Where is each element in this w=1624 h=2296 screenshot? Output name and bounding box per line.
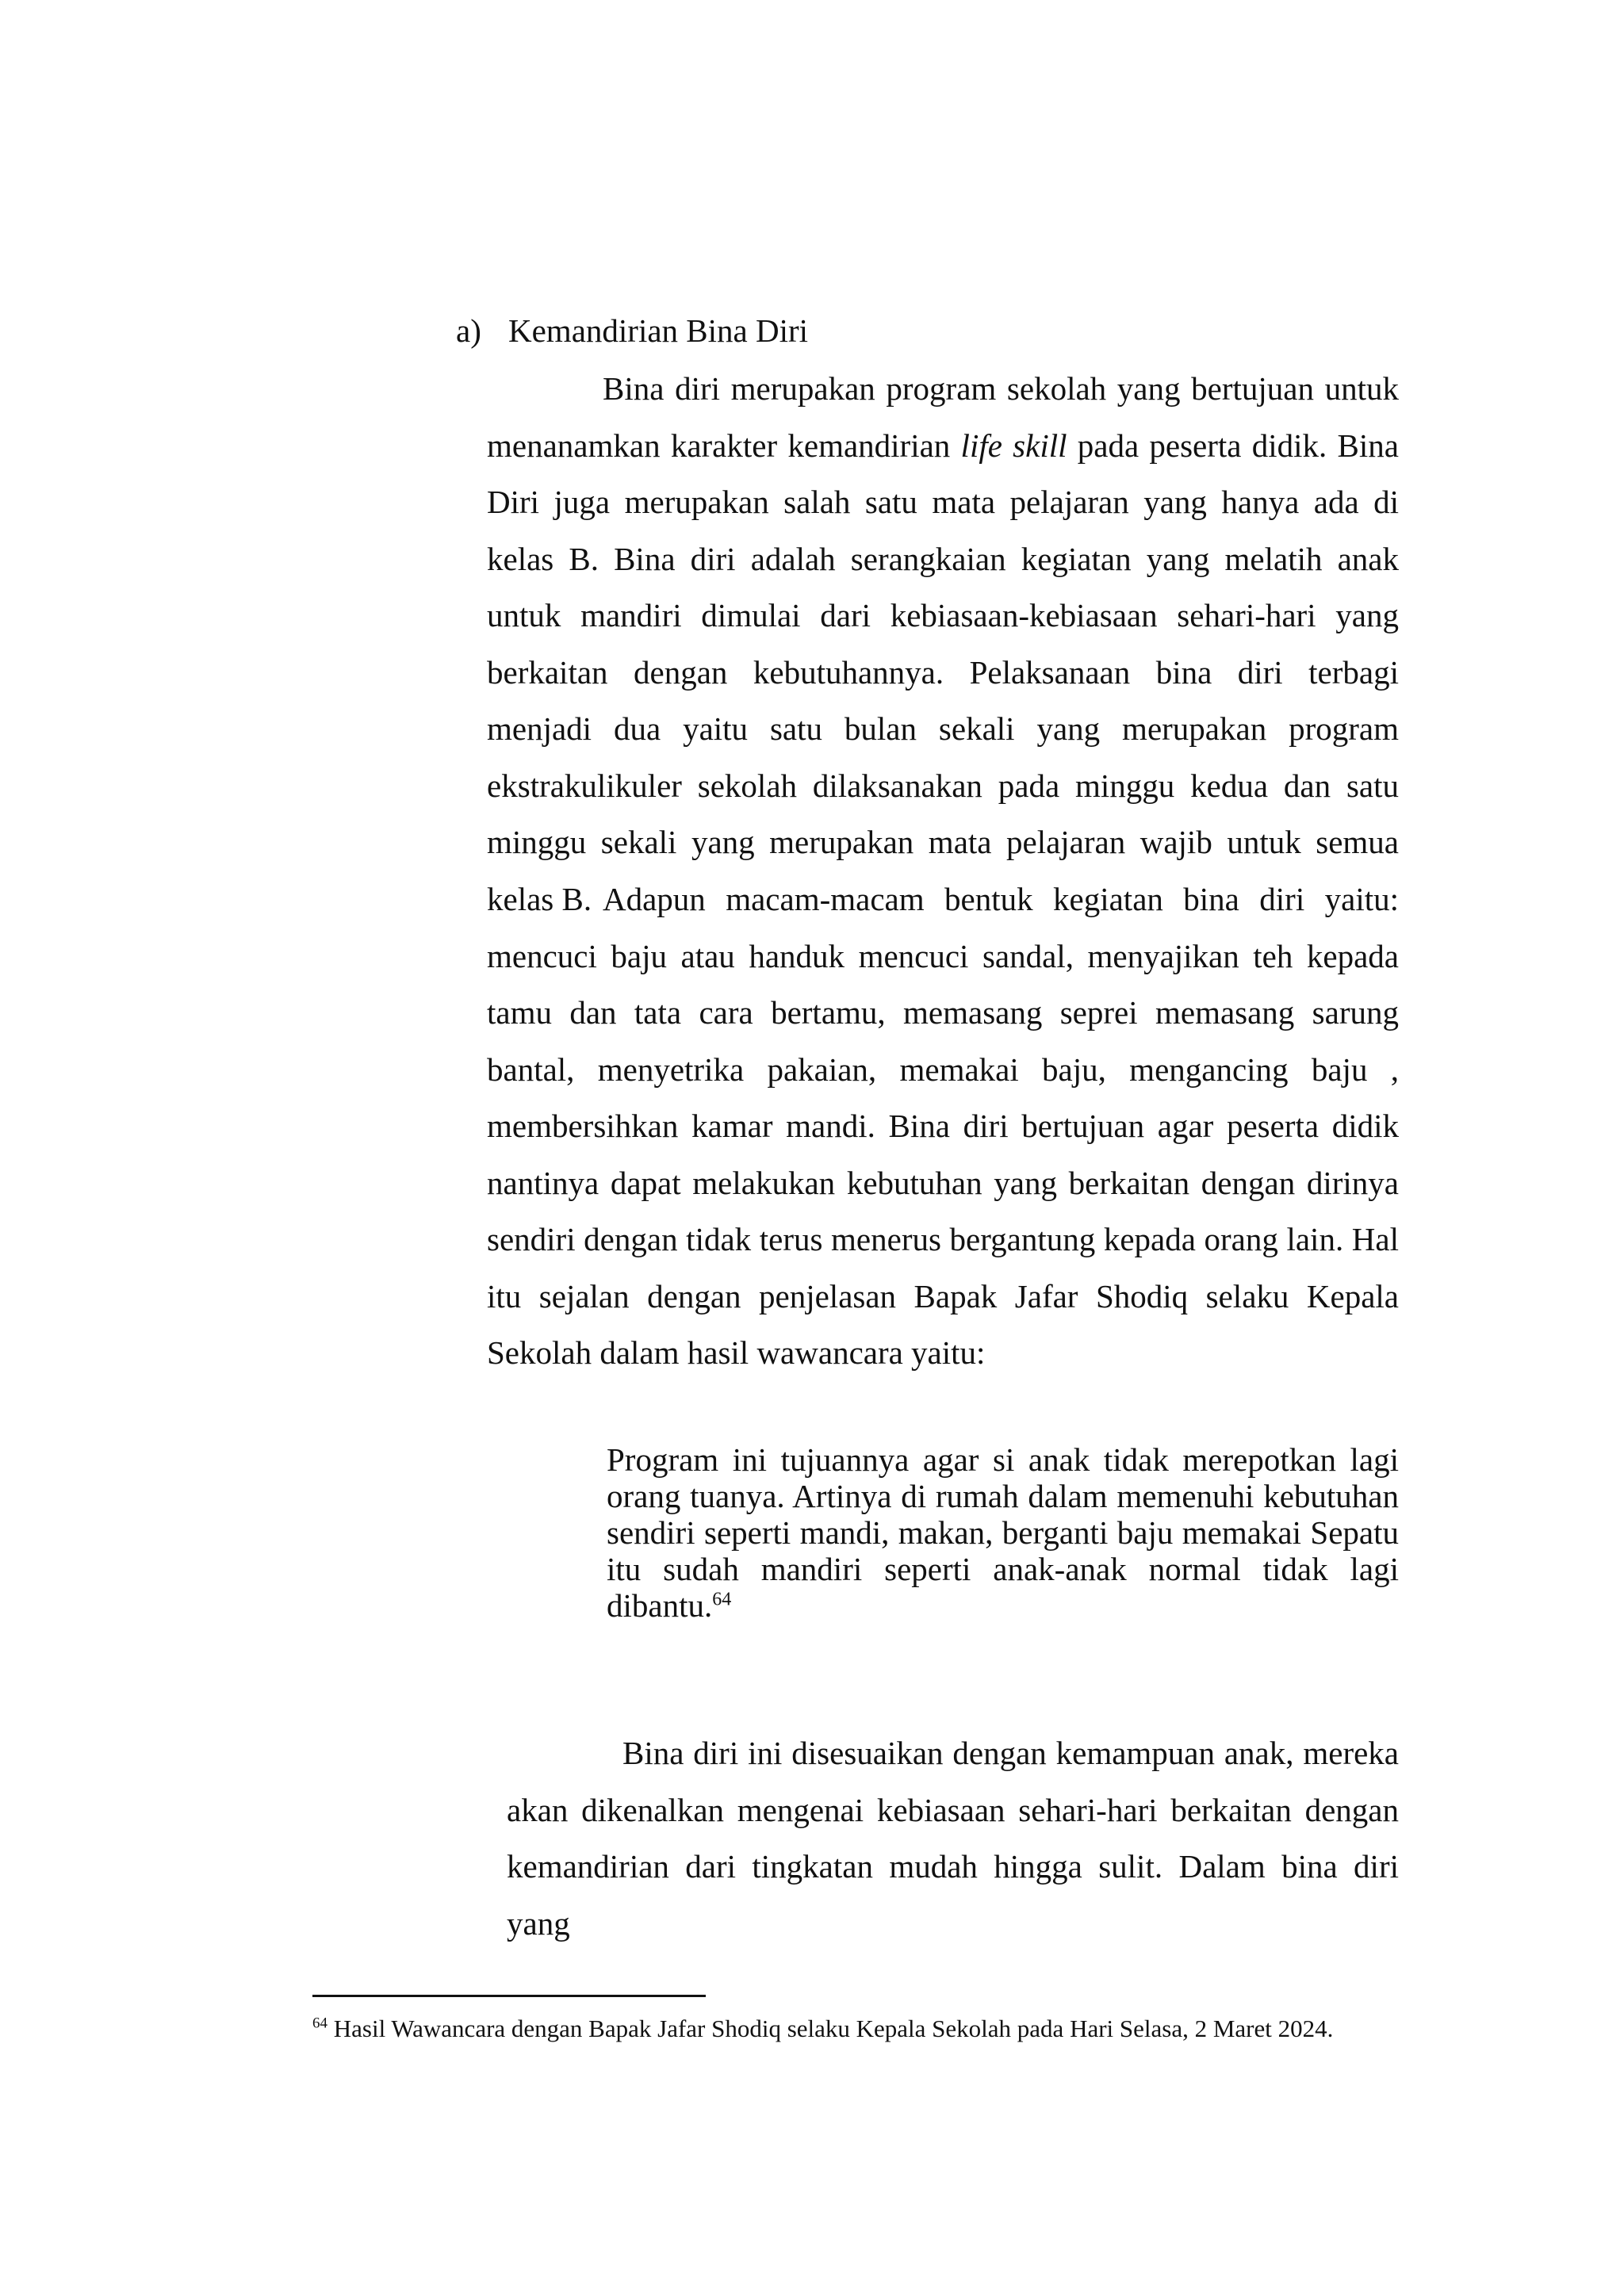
paragraph1-text-end: pada peserta didik. Bina Diri juga merupakan salah satu mata pelajaran yang hanya ada di kelas B. Bina diri adalah serangkaian kegiatan yang melatih anak untuk mandiri dimulai dari kebiasaan-kebiasaan sehari-hari yang berkaitan dengan kebutuhannya. Pelaksanaan bina diri terbagi menjadi dua yaitu satu bulan sekali yang merupakan program ekstrakulikuler sekolah dilaksanakan pada minggu kedua dan satu minggu sekali yang merupakan mata pelajaran wajib untuk semua kelas B. [487,427,1399,917]
interview-quote [607,1441,1399,1624]
footnote-reference[interactable]: 64 [712,1589,732,1610]
footnote [312,2014,1399,2044]
footnote-text: Hasil Wawancara dengan Bapak Jafar Shodiq selaku Kepala Sekolah pada Hari Selasa, 2 Maret 2024. [327,2015,1334,2042]
section-heading [456,311,808,350]
paragraph-activities: Adapun macam-macam bentuk kegiatan bina diri yaitu: mencuci baju atau handuk mencuci sandal, menyajikan teh kepada tamu dan tata cara bertamu, memasang seprei memasang sarung bantal, menyetrika pakaian, memakai baju, mengancing baju , membersihkan kamar mandi. Bina diri bertujuan agar peserta didik nantinya dapat melakukan kebutuhan yang berkaitan dengan dirinya sendiri dengan tidak terus menerus bergantung kepada orang lain. Hal itu sejalan dengan penjelasan Bapak Jafar Shodiq selaku Kepala Sekolah dalam hasil wawancara yaitu: [487,881,1399,1371]
paragraph-adaptation: Bina diri ini disesuaikan dengan kemampuan anak, mereka akan dikenalkan mengenai kebiasaan sehari-hari berkaitan dengan kemandirian dari tingkatan mudah hingga sulit. Dalam bina diri yang [507,1735,1399,1942]
paragraph-bina-diri-definition [487,361,1399,928]
paragraph1-text-start: Bina diri merupakan program sekolah yang bertujuan untuk menanamkan karakter kemandirian [487,370,1399,464]
paragraph1-italic-term: life skill [960,427,1067,464]
section-title: Kemandirian Bina Diri [508,312,809,349]
footnote-number: 64 [312,2015,327,2032]
section-marker: a) [456,312,481,349]
footnote-divider [312,1995,706,1997]
quote-text: Program ini tujuannya agar si anak tidak merepotkan lagi orang tuanya. Artinya di rumah dalam memenuhi kebutuhan sendiri seperti mandi, makan, berganti baju memakai Sepatu itu sudah mandiri seperti anak-anak normal tidak lagi dibantu. [607,1441,1399,1624]
